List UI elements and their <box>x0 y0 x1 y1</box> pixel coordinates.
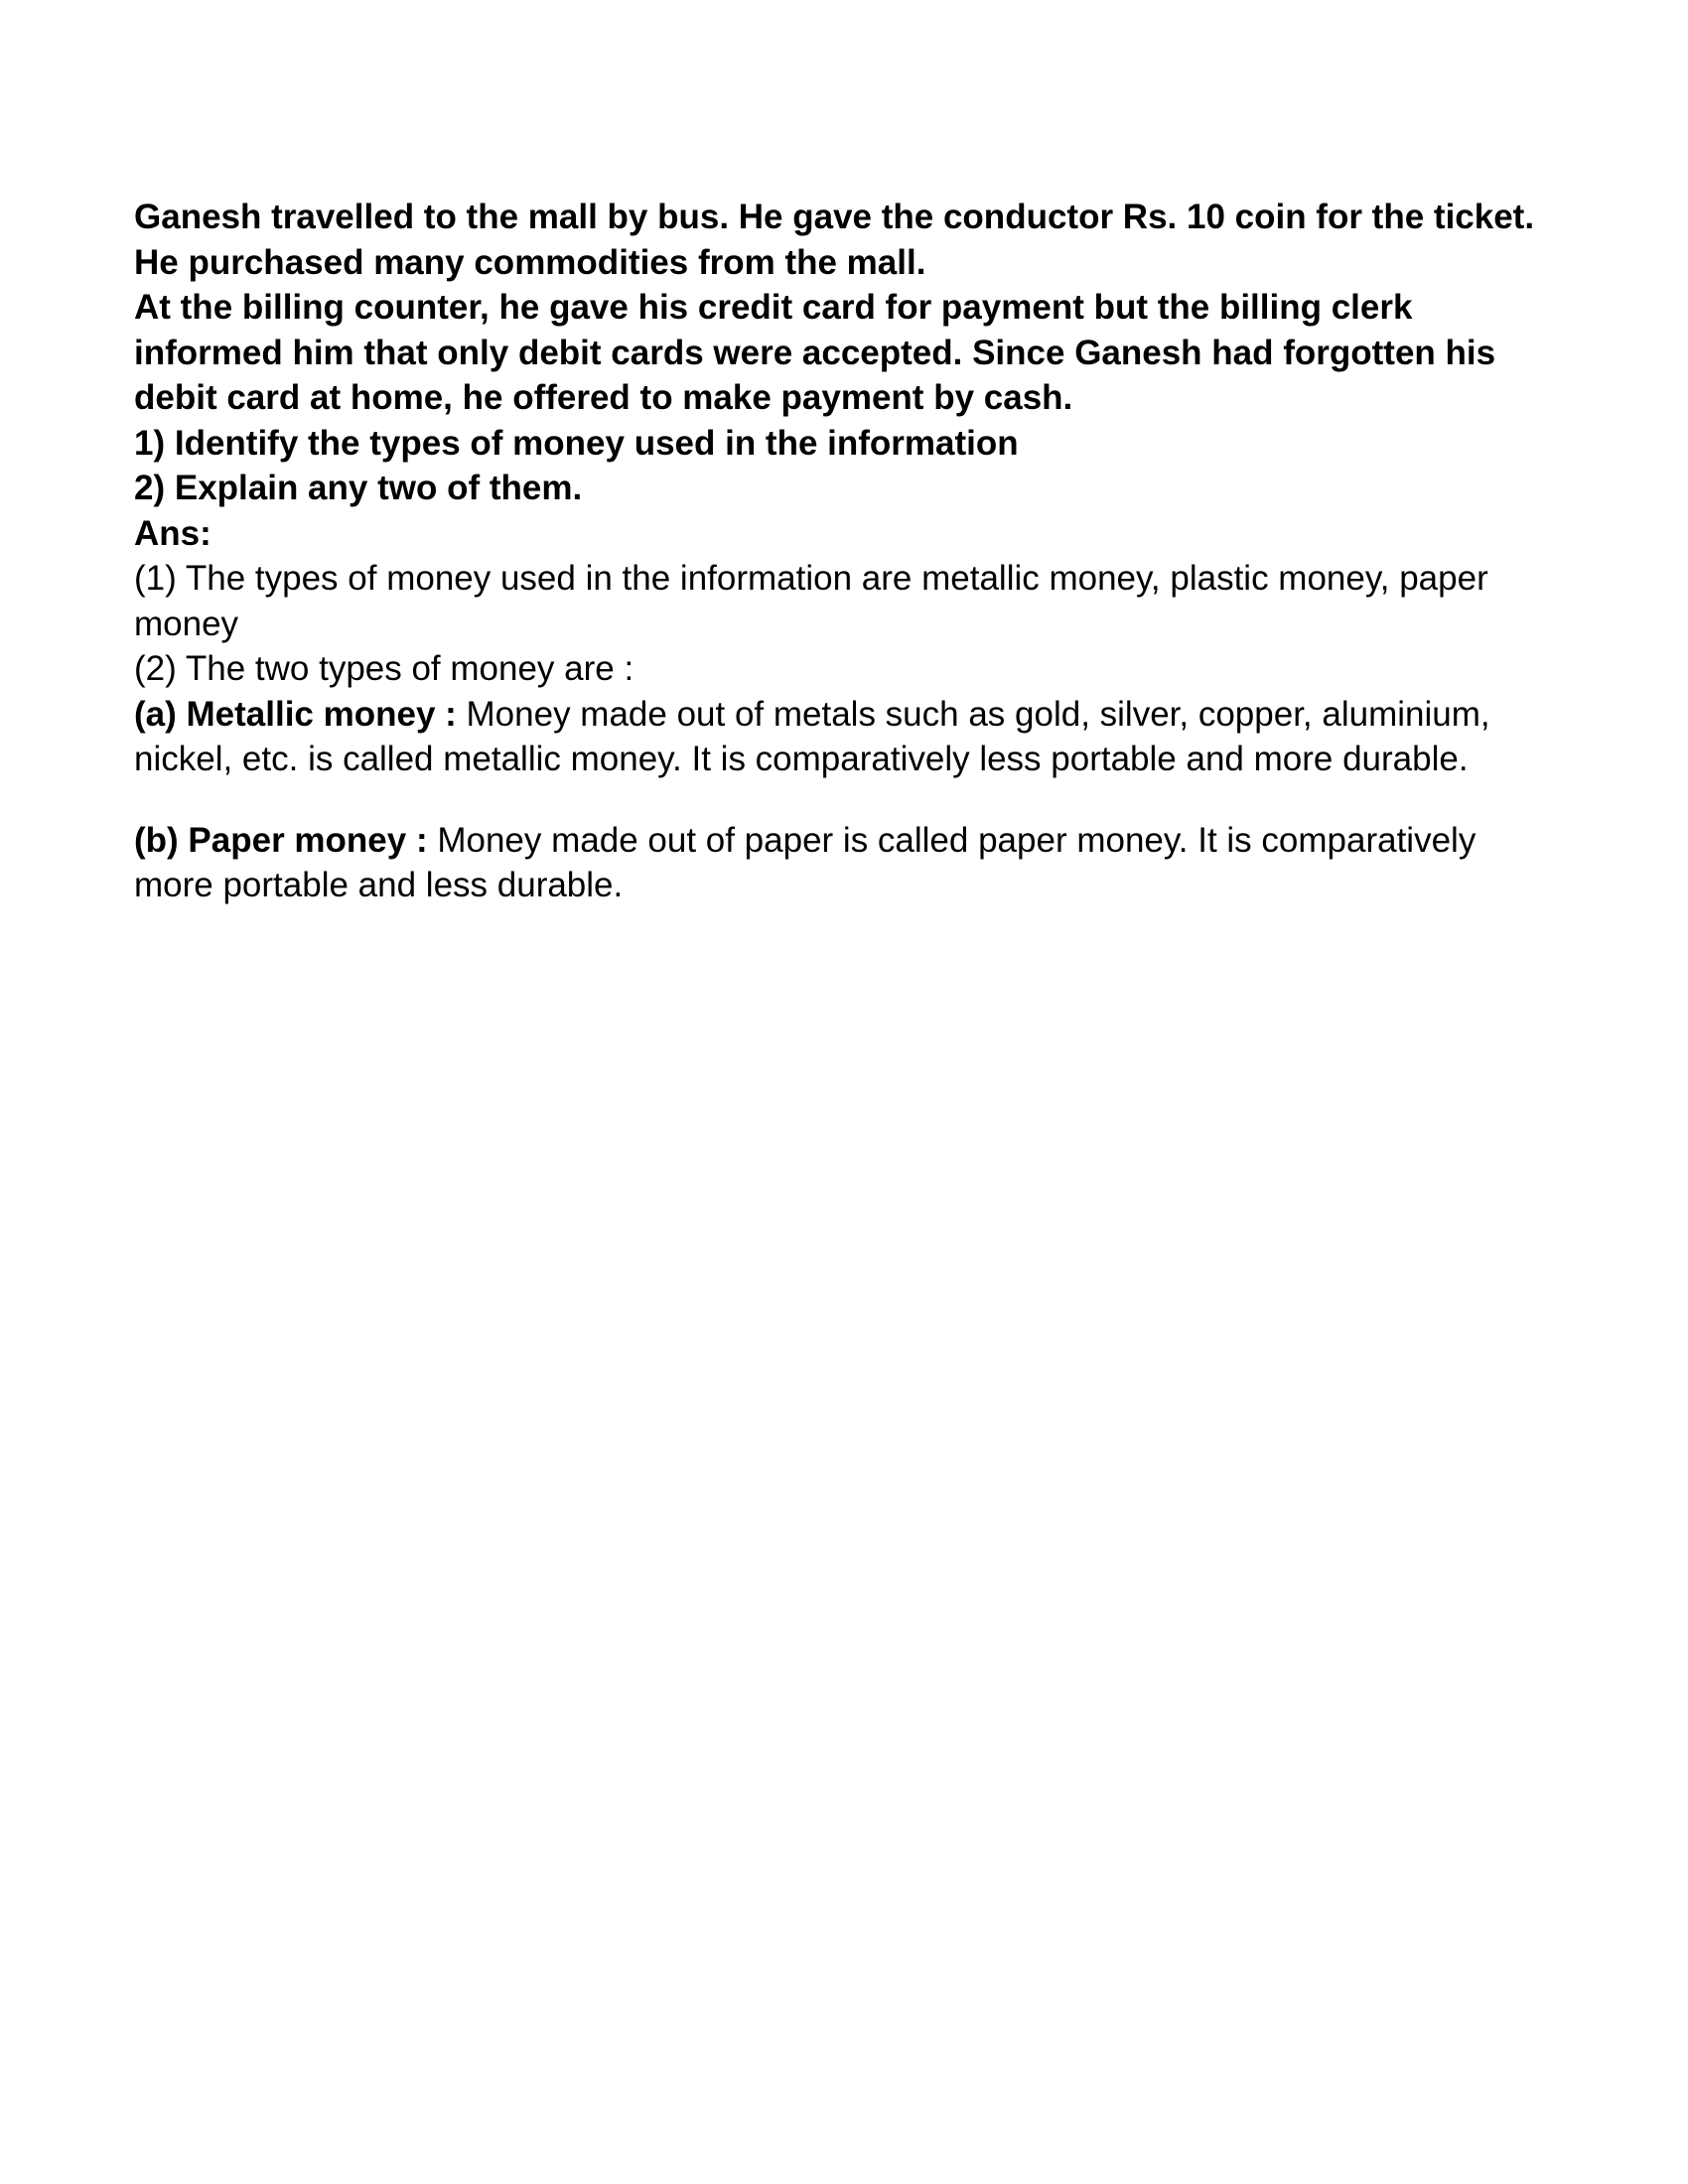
metallic-money-term: (a) Metallic money : <box>134 694 457 734</box>
paragraph-gap <box>134 782 1564 818</box>
paper-money-term: (b) Paper money : <box>134 820 428 860</box>
document-body <box>134 195 1564 908</box>
metallic-money-text: Money made out of metals such as gold, silver, copper, aluminium, nickel, etc. is called metallic money. It is comparatively less portable and more durable. <box>134 694 1490 778</box>
paper-money-text: Money made out of paper is called paper money. It is comparatively more portable and less durable. <box>134 820 1477 904</box>
question-scenario-2: At the billing counter, he gave his credit card for payment but the billing clerk informed him that only debit cards were accepted. Since Ganesh had forgotten his debit card at home, he offered to make payment by cash. <box>134 288 1496 417</box>
answer-part-1: (1) The types of money used in the information are metallic money, plastic money, paper money <box>134 559 1488 643</box>
question-1: 1) Identify the types of money used in the information <box>134 423 1019 463</box>
answer-part-2-intro: (2) The two types of money are : <box>134 649 634 688</box>
answer-label: Ans: <box>134 513 211 553</box>
question-2: 2) Explain any two of them. <box>134 469 583 507</box>
answer-metallic-money <box>134 692 1564 782</box>
question-scenario-1: Ganesh travelled to the mall by bus. He gave the conductor Rs. 10 coin for the ticket. He purchased many commodities from the mall. <box>134 198 1535 282</box>
answer-paper-money <box>134 818 1564 908</box>
